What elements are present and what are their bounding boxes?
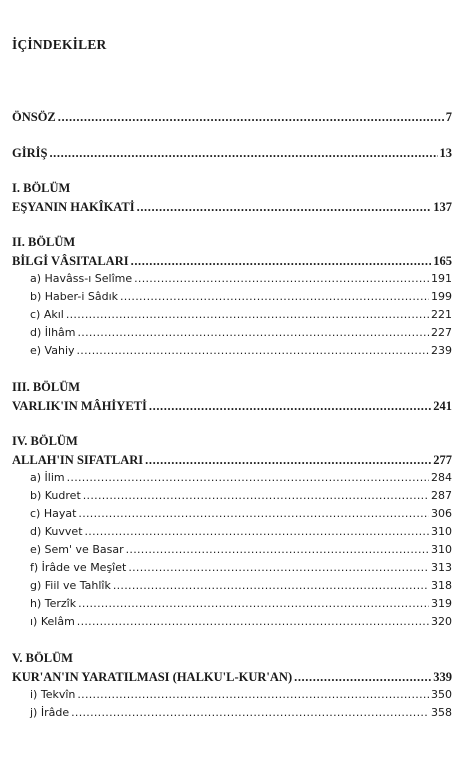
leader-dots (78, 597, 429, 610)
toc-subentry[interactable] (12, 290, 452, 303)
toc-entry-part-4[interactable] (12, 453, 452, 468)
toc-page (12, 0, 452, 760)
page-title: İÇİNDEKİLER (12, 37, 107, 52)
toc-subentry-page: 310 (431, 543, 452, 556)
toc-subentry-label: b) Haber-i Sâdık (30, 290, 119, 303)
leader-dots (128, 561, 429, 574)
leader-dots (77, 615, 429, 628)
leader-dots (131, 254, 432, 269)
toc-entry-giris[interactable] (12, 146, 452, 161)
leader-dots (78, 326, 430, 339)
toc-entry-part-3[interactable] (12, 399, 452, 414)
toc-subentry-label: d) İlhâm (30, 326, 76, 339)
leader-dots (58, 110, 444, 125)
leader-dots (134, 272, 429, 285)
toc-subentry-label: f) İrâde ve Meşîet (30, 561, 127, 574)
toc-subentry-page: 287 (431, 489, 452, 502)
toc-subentry-label: a) Havâss-ı Selîme (30, 272, 133, 285)
toc-subentry[interactable] (12, 543, 452, 556)
toc-subentry[interactable] (12, 525, 452, 538)
leader-dots (49, 146, 437, 161)
toc-subentry-label: a) İlim (30, 471, 65, 484)
part-heading-5: V. BÖLÜM (12, 651, 73, 665)
part-heading-3: III. BÖLÜM (12, 380, 81, 394)
toc-subentry-label: ı) Kelâm (30, 615, 75, 628)
leader-dots (126, 543, 429, 556)
toc-subentry-page: 358 (431, 706, 452, 719)
toc-subentry-page: 239 (431, 344, 452, 357)
toc-entry-label: ALLAH'IN SIFATLARI (12, 453, 144, 467)
toc-subentry-page: 318 (431, 579, 452, 592)
toc-subentry[interactable] (12, 688, 452, 701)
toc-entry-label: ÖNSÖZ (12, 110, 56, 124)
toc-entry-page: 277 (433, 453, 452, 467)
leader-dots (149, 399, 431, 414)
leader-dots (66, 308, 429, 321)
leader-dots (77, 344, 429, 357)
toc-entry-part-5[interactable] (12, 670, 452, 685)
toc-subentry-page: 320 (431, 615, 452, 628)
toc-entry-label: EŞYANIN HAKÎKATİ (12, 200, 135, 214)
leader-dots (145, 453, 431, 468)
leader-dots (137, 200, 432, 215)
toc-subentry[interactable] (12, 561, 452, 574)
toc-subentry-page: 191 (431, 272, 452, 285)
toc-subentry-label: g) Fiil ve Tahlîk (30, 579, 111, 592)
toc-subentry-label: i) Tekvîn (30, 688, 76, 701)
leader-dots (113, 579, 429, 592)
toc-subentry[interactable] (12, 706, 452, 719)
toc-subentry[interactable] (12, 507, 452, 520)
part-heading-1: I. BÖLÜM (12, 181, 71, 195)
toc-subentry-label: h) Terzîk (30, 597, 77, 610)
toc-entry-page: 165 (433, 254, 452, 268)
leader-dots (78, 507, 429, 520)
toc-entry-onsoz[interactable] (12, 110, 452, 125)
toc-entry-label: KUR'AN'IN YARATILMASI (HALKU'L-KUR'AN) (12, 670, 293, 684)
leader-dots (294, 670, 431, 685)
toc-subentry[interactable] (12, 597, 452, 610)
leader-dots (77, 688, 429, 701)
leader-dots (67, 471, 429, 484)
toc-subentry-page: 227 (431, 326, 452, 339)
toc-subentry-page: 199 (431, 290, 452, 303)
toc-entry-label: GİRİŞ (12, 146, 48, 160)
toc-subentry[interactable] (12, 344, 452, 357)
toc-subentry[interactable] (12, 615, 452, 628)
toc-subentry-page: 313 (431, 561, 452, 574)
part-heading-4: IV. BÖLÜM (12, 434, 78, 448)
toc-entry-page: 241 (433, 399, 452, 413)
toc-subentry[interactable] (12, 326, 452, 339)
toc-subentry[interactable] (12, 308, 452, 321)
toc-subentry-page: 350 (431, 688, 452, 701)
toc-subentry-page: 319 (431, 597, 452, 610)
toc-subentry-page: 284 (431, 471, 452, 484)
toc-subentry-label: e) Sem' ve Basar (30, 543, 124, 556)
toc-subentry-page: 306 (431, 507, 452, 520)
toc-subentry-label: e) Vahiy (30, 344, 75, 357)
part-heading-2: II. BÖLÜM (12, 235, 76, 249)
toc-entry-page: 13 (439, 146, 452, 160)
toc-subentry[interactable] (12, 579, 452, 592)
toc-entry-label: BİLGİ VÂSITALARI (12, 254, 129, 268)
leader-dots (85, 525, 429, 538)
leader-dots (71, 706, 429, 719)
toc-subentry[interactable] (12, 489, 452, 502)
toc-subentry-label: c) Hayat (30, 507, 77, 520)
leader-dots (120, 290, 429, 303)
toc-subentry-label: c) Akıl (30, 308, 64, 321)
toc-subentry[interactable] (12, 471, 452, 484)
leader-dots (83, 489, 429, 502)
toc-subentry[interactable] (12, 272, 452, 285)
toc-entry-page: 339 (433, 670, 452, 684)
toc-entry-part-2[interactable] (12, 254, 452, 269)
toc-subentry-page: 310 (431, 525, 452, 538)
toc-subentry-label: d) Kuvvet (30, 525, 83, 538)
toc-entry-label: VARLIK'IN MÂHİYETİ (12, 399, 147, 413)
toc-subentry-label: b) Kudret (30, 489, 81, 502)
toc-subentry-page: 221 (431, 308, 452, 321)
toc-subentry-label: j) İrâde (30, 706, 70, 719)
toc-entry-part-1[interactable] (12, 200, 452, 215)
toc-entry-page: 7 (445, 110, 452, 124)
toc-entry-page: 137 (433, 200, 452, 214)
